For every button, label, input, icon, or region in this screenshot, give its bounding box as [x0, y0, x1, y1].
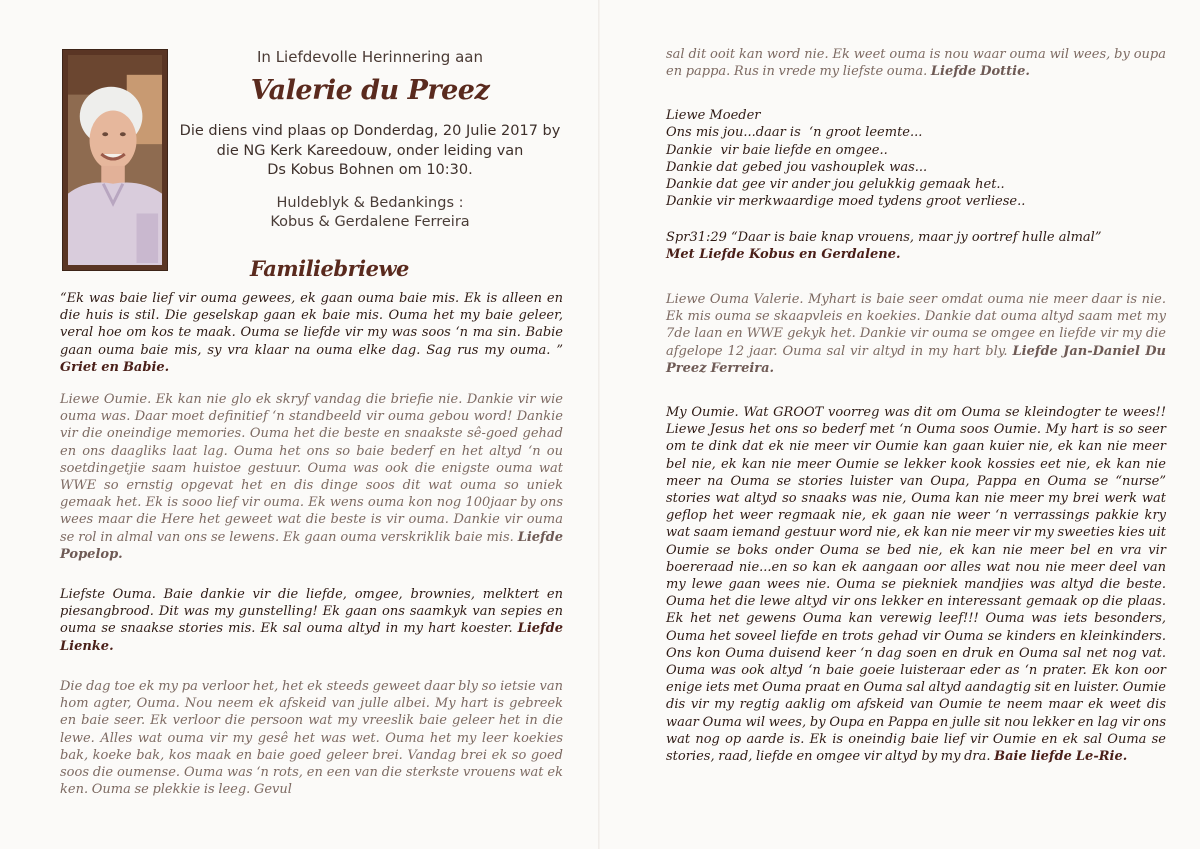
section-title: Familiebriewe: [250, 256, 409, 281]
letter-signature: Griet en Babie.: [60, 359, 170, 375]
portrait-photo: [62, 49, 168, 271]
letter-dottie-part1: Die dag toe ek my pa verloor het, het ek steeds geweet daar bly so ietsie van hom agter, Ouma. Nou neem ek afskeid van julle albei. My hart is gebreek en baie seer. Ek verloor die persoon wat my vreeslik baie geleer het in die lewe. Alles wat ouma vir my gesê het was wet. Ouma het my leer koekies bak, koeke bak, kos maak en baie goed geleer brei. Vandag brei ek so goed soos die oumense. Ouma was ‘n rots, en een van die sterkste vrouens wat ek ken. Ouma se plekkie is leeg. Gevul: [60, 679, 563, 798]
letter-signature: Liefde Jan-Daniel Du Preez Ferreira.: [666, 343, 1166, 376]
tribute-details: [170, 194, 570, 232]
letter-signature: Baie liefde Le-Rie.: [994, 749, 1128, 765]
poem-line: Ons mis jou...daar is ‘n groot leemte...: [666, 125, 923, 141]
letter-popelop: [60, 391, 563, 563]
letter-signature: Liefde Lienke.: [60, 621, 563, 654]
letter-le-rie: [666, 404, 1166, 765]
poem-line: Liewe Moeder: [666, 108, 761, 123]
poem-line: Dankie vir merkwaardige moed tydens groot verliese..: [666, 194, 1026, 210]
deceased-name: Valerie du Preez: [250, 75, 490, 106]
letter-text: Liefste Ouma. Baie dankie vir die liefde, omgee, brownies, melktert en piesangbrood. Dit was my gunstelling! Ek gaan ons saamkyk van sepies en ouma se snaakse stories mis. Ek sal ouma altyd in my hart koester.: [60, 587, 563, 637]
letter-signature: Liefde Dottie.: [930, 64, 1030, 80]
memorial-intro: In Liefdevolle Herinnering aan: [257, 48, 483, 66]
service-line: die NG Kerk Kareedouw, onder leiding van: [216, 142, 524, 159]
poem-line: Dankie vir baie liefde en omgee..: [666, 142, 888, 158]
right-page: [600, 0, 1200, 849]
service-line: Die diens vind plaas op Donderdag, 20 Julie 2017 by: [179, 123, 561, 139]
letter-text: Liewe Oumie. Ek kan nie glo ek skryf vandag die briefie nie. Dankie vir wie ouma was. Daar moet definitief ‘n standbeeld vir ouma gebou word! Dankie vir die oneindige memories. Ouma het die beste en snaakste sê-goed gehad en ons daagliks laat lag. Ouma het ons so baie bederf en het altyd ‘n ou soetdingetjie saam huistoe gestuur. Ouma was ook die enigste ouma wat WWE so ernstig opgevat het en dis dinge soos dit wat ouma so uniek gemaak het. Ek is sooo lief vir ouma. Ek wens ouma kon nog 100jaar by ons wees maar die Here het geweet wat die beste is vir ouma. Dankie vir ouma se rol in almal van ons se lewens. Ek gaan ouma verskriklik baie mis.: [60, 392, 563, 545]
portrait-image: [68, 55, 162, 265]
letter-lienke: [60, 586, 563, 655]
letter-text: My Oumie. Wat GROOT voorreg was dit om Ouma se kleindogter te wees!! Liewe Jesus het ons so bederf met ‘n Ouma soos Oumie. My hart is so seer om te dink dat ek nie meer vir Oumie kan gaan kuier nie, ek kan nie meer bel nie, ek kan nie meer Oumie se lekker kook kossies eet nie, ek kan nie meer na Ouma se stories luister van Oupa, Pappa en Ouma se “nurse” stories wat altyd so snaaks was nie, Ouma kan nie meer my brei werk wat geflop het weer regmaak nie, ek gaan nie weer ‘n verrassings pakkie kry wat saam iemand gestuur word nie, ek kan nie meer vir my sweeties kies uit Oumie se boks onder Ouma se bed nie, ek kan nie meer bel en vra vir boereraad nie...en so kan ek aangaan oor alles wat nou nie meer deel van my lewe gaan wees nie. Ouma se piekniek mandjies was altyd die beste. Ouma het die lewe altyd vir ons lekker en interessant gemaak op die plaas. Ek het net gewens Ouma kan verewig leef!!! Ouma was iets besonders, Ouma het soveel liefde en trots gehad vir Ouma se kinders en kleinkinders. Ons kon Ouma duisend keer ‘n dag soen en druk en Ouma sal net nog vat. Ouma was ook altyd ‘n baie goeie luisteraar eder as ‘n prater. Ek kon oor enige iets met Ouma praat en Ouma sal altyd aandagtig sit en luister. Oumie dis vir my regtig aaklig om afskeid van Oumie te neem maar ek weet dis waar Ouma wil wees, by Oupa en Pappa en julle sit nou lekker en lag vir ons wat nog op aarde is. Ek is oneindig baie lief vir Oumie en ek sal Ouma se stories, raad, liefde en omgee vir altyd by my dra.: [666, 405, 1166, 765]
letter-text: “Ek was baie lief vir ouma gewees, ek gaan ouma baie mis. Ek is alleen en die huis is stil. Die geselskap gaan ek baie mis. Ouma het my baie geleer, veral hoe om kos te maak. Ouma se liefde vir my was soos ‘n ma sin. Babie gaan ouma baie mis, sy vra klaar na ouma elke dag. Sag rus my ouma. ”: [60, 291, 563, 358]
poem-line: Dankie dat gee vir ander jou gelukkig gemaak het..: [666, 177, 1005, 193]
letter-griet: [60, 290, 563, 376]
verse-signature: Met Liefde Kobus en Gerdalene.: [666, 247, 901, 263]
poem-liewe-moeder: [666, 107, 1166, 211]
service-line: Ds Kobus Bohnen om 10:30.: [267, 162, 473, 178]
tribute-line: Kobus & Gerdalene Ferreira: [270, 214, 470, 230]
letter-dottie-part2: [666, 46, 1166, 80]
bible-verse: [666, 229, 1166, 264]
letter-jan-daniel: [666, 291, 1166, 377]
service-details: [170, 122, 570, 181]
tribute-line: Huldeblyk & Bedankings :: [276, 195, 464, 211]
letter-signature: Liefde Popelop.: [60, 529, 563, 562]
poem-line: Dankie dat gebed jou vashouplek was...: [666, 159, 928, 175]
verse-text: Spr31:29 “Daar is baie knap vrouens, maar jy oortref hulle almal”: [666, 230, 1102, 245]
letter-text: sal dit ooit kan word nie. Ek weet ouma is nou waar ouma wil wees, by oupa en pappa. Rus in vrede my liefste ouma.: [666, 47, 1166, 80]
letter-text: Liewe Ouma Valerie. Myhart is baie seer omdat ouma nie meer daar is nie. Ek mis ouma se skaapvleis en koekies. Dankie dat ouma altyd saam met my 7de laan en WWE gekyk het. Dankie vir ouma se omgee en liefde vir my die afgelope 12 jaar. Ouma sal vir altyd in my hart bly.: [666, 292, 1166, 359]
